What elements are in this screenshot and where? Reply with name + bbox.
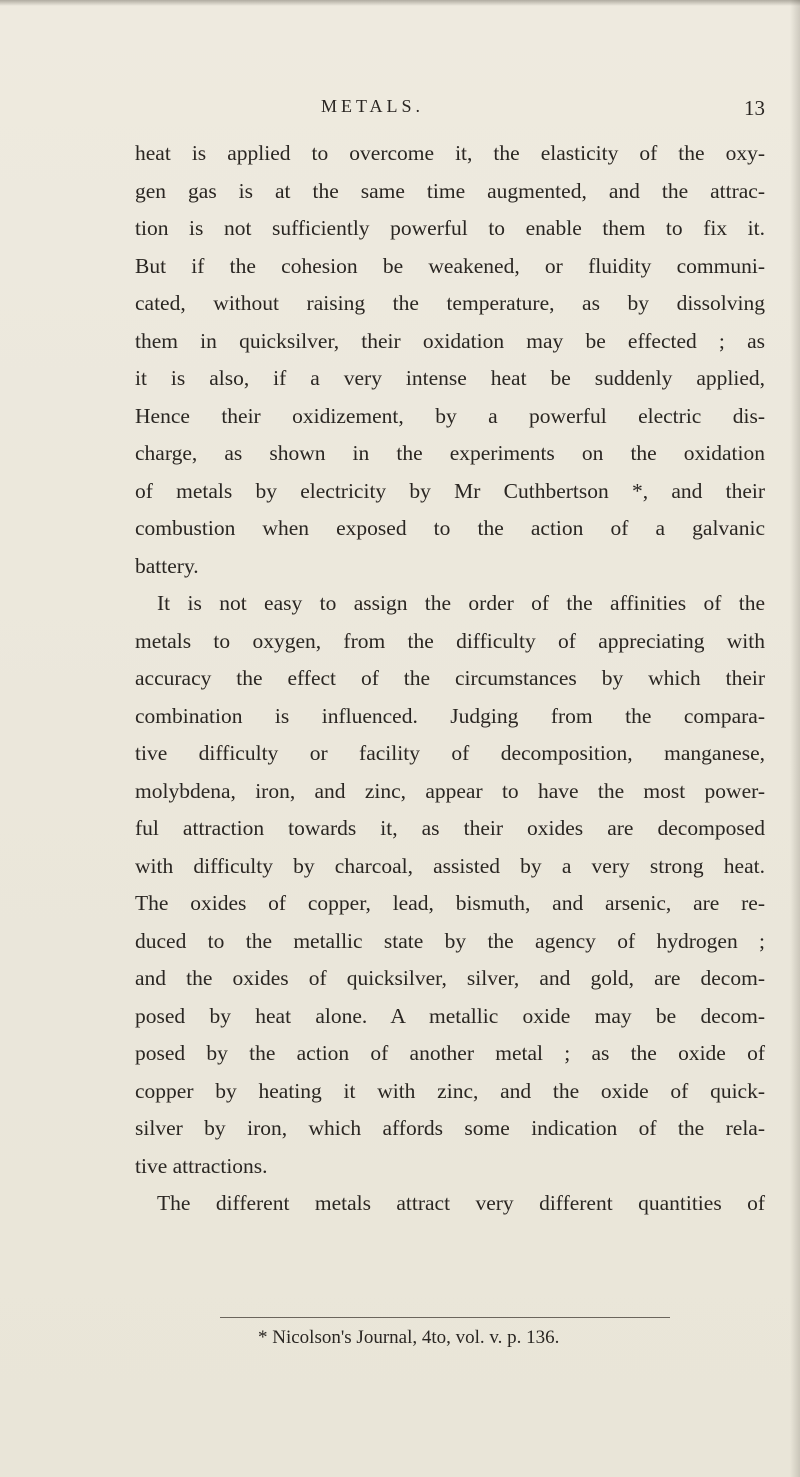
text-line: and the oxides of quicksilver, silver, and gold, are decom- xyxy=(135,966,765,990)
text-line: tive attractions. xyxy=(135,1153,268,1178)
text-line: duced to the metallic state by the agency of hydrogen ; xyxy=(135,928,765,953)
footnote-rule xyxy=(220,1317,670,1318)
text-line: But if the cohesion be weakened, or fluidity communi- xyxy=(135,253,765,278)
text-line: ful attraction towards it, as their oxides are decomposed xyxy=(135,816,765,840)
text-line: The oxides of copper, lead, bismuth, and arsenic, are re- xyxy=(135,891,765,915)
running-head: METALS. xyxy=(321,96,425,116)
text-line: cated, without raising the temperature, as by dissolving xyxy=(135,291,765,315)
text-line: accuracy the effect of the circumstances by which their xyxy=(135,666,765,690)
text-line: posed by heat alone. A metallic oxide may be decom- xyxy=(135,1003,765,1028)
text-line: tive difficulty or facility of decomposition, manganese, xyxy=(135,741,765,765)
text-line: of metals by electricity by Mr Cuthbertson *, and their xyxy=(135,478,765,503)
body-text xyxy=(135,135,765,1223)
page-header xyxy=(255,96,765,126)
text-line: Hence their oxidizement, by a powerful electric dis- xyxy=(135,403,765,428)
page-number: 13 xyxy=(744,96,765,120)
text-line: combustion when exposed to the action of a galvanic xyxy=(135,516,765,540)
text-line: The different metals attract very different quantities of xyxy=(157,1191,765,1215)
text-line: copper by heating it with zinc, and the oxide of quick- xyxy=(135,1078,765,1103)
text-line: battery. xyxy=(135,553,199,578)
text-line: gen gas is at the same time augmented, and the attrac- xyxy=(135,178,765,203)
page-top-shadow xyxy=(0,0,800,6)
text-line: It is not easy to assign the order of the affinities of the xyxy=(157,591,765,615)
text-line: with difficulty by charcoal, assisted by a very strong heat. xyxy=(135,853,765,878)
footnote: * Nicolson's Journal, 4to, vol. v. p. 136. xyxy=(258,1327,560,1348)
text-line: it is also, if a very intense heat be suddenly applied, xyxy=(135,366,765,390)
text-line: them in quicksilver, their oxidation may be effected ; as xyxy=(135,328,765,353)
text-line: metals to oxygen, from the difficulty of appreciating with xyxy=(135,628,765,653)
text-line: tion is not sufficiently powerful to enable them to fix it. xyxy=(135,216,765,240)
text-line: molybdena, iron, and zinc, appear to have the most power- xyxy=(135,778,765,803)
page-right-edge xyxy=(790,0,800,1477)
text-line: heat is applied to overcome it, the elasticity of the oxy- xyxy=(135,141,765,165)
text-line: silver by iron, which affords some indication of the rela- xyxy=(135,1116,765,1140)
text-line: posed by the action of another metal ; as the oxide of xyxy=(135,1041,765,1065)
text-line: combination is influenced. Judging from the compara- xyxy=(135,703,765,728)
text-line: charge, as shown in the experiments on the oxidation xyxy=(135,441,765,465)
